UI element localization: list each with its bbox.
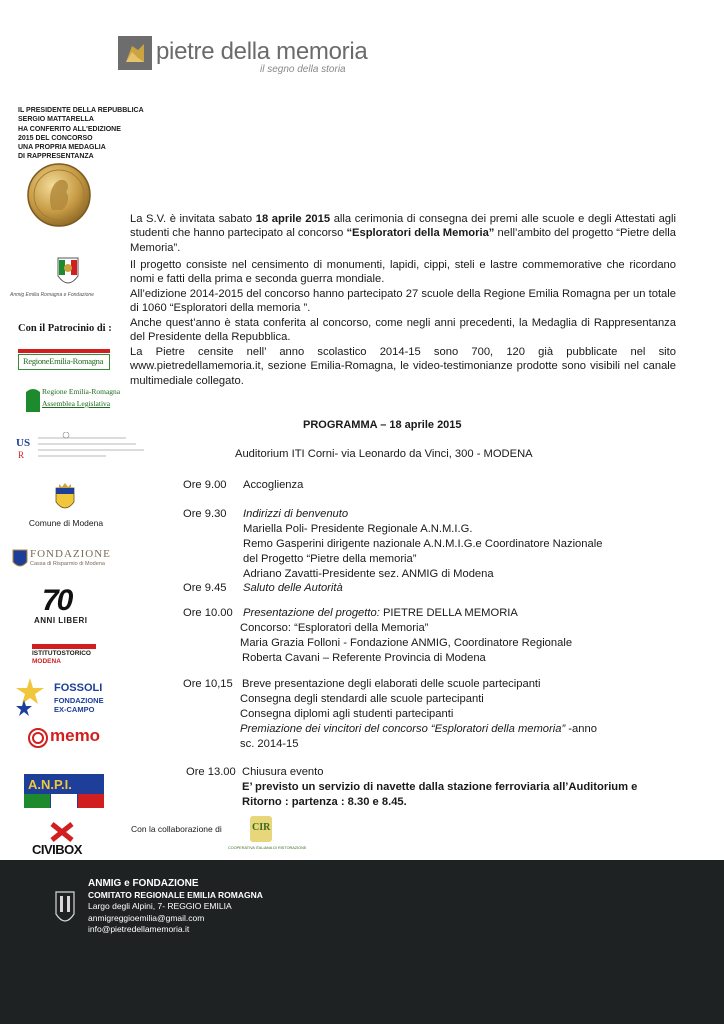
- president-medal-note: [18, 106, 148, 162]
- footer-contact: [88, 878, 263, 936]
- cir-logo: [228, 816, 307, 854]
- anmig-footer-emblem-icon: [54, 888, 76, 928]
- cir-text: CIR: [252, 822, 271, 833]
- event-5-rest: -anno: [565, 723, 597, 735]
- invitation-paragraph: [130, 212, 676, 255]
- time-3: Ore 9.45: [183, 582, 227, 594]
- footer-address: Largo degli Alpini, 7- REGGIO EMILIA: [88, 901, 232, 911]
- logo-rer-text: RegioneEmilia-Romagna: [23, 356, 104, 366]
- civibox-text: CIVIBOX: [32, 842, 82, 857]
- anmig-caption: Anmig Emilia Romagna e Fondazione: [10, 292, 94, 298]
- logo-70-text: ANNI LIBERI: [34, 616, 88, 625]
- brand-name: pietre della memoria: [156, 38, 368, 65]
- event-1: Accoglienza: [243, 479, 304, 491]
- event-5-line-4: sc. 2014-15: [240, 738, 299, 750]
- time-1: Ore 9.00: [183, 479, 227, 491]
- project-paragraph: Il progetto consiste nel censimento di monumenti, lapidi, cippi, steli e lastre commemorative che ricordano nomi e fatti della prima e seconda guerra mondiale.: [130, 259, 676, 286]
- programme-title: PROGRAMMA – 18 aprile 2015: [303, 419, 462, 431]
- event-2-line-2: Remo Gasperini dirigente nazionale A.N.M.I.G.e Coordinatore Nazionale: [243, 538, 603, 550]
- event-5: Breve presentazione degli elaborati delle scuole partecipanti: [242, 678, 541, 690]
- event-4-italic: Presentazione del progetto:: [243, 607, 380, 619]
- presidential-medal-image: [26, 162, 92, 228]
- civibox-logo: [30, 822, 96, 864]
- event-2-line-3: del Progetto “Pietre della memoria”: [243, 553, 417, 565]
- collaboration-label: Con la collaborazione di: [131, 824, 222, 834]
- pietre-logo-icon: [118, 36, 152, 70]
- stones-paragraph: La Pietre censite nell’ anno scolastico 2014-15 sono 700, 120 già pubblicate nel sito www.pietredellamemoria.it, sezione Emilia-Romagna, le video-testimonianze prodotte sono visibili nel canale multimediale collegato.: [130, 346, 676, 387]
- event-4: [243, 606, 518, 621]
- memo-logo: [28, 726, 102, 750]
- fondazione-crest-icon: [12, 548, 28, 570]
- edition-paragraph: All’edizione 2014-2015 del concorso hanno partecipato 27 scuole della Regione Emilia Romagna per un totale di 1060 “Esploratori della memoria ”.: [130, 288, 676, 315]
- shuttle-note-line-1: E’ previsto un servizio di navette dalla stazione ferroviaria all’Auditorium e: [242, 781, 638, 793]
- event-4-line-1: Concorso: “Esploratori della Memoria”: [240, 622, 429, 634]
- cir-caption: COOPERATIVA ITALIANA DI RISTORAZIONE: [228, 846, 307, 850]
- event-5-line-2: Consegna diplomi agli studenti partecipanti: [240, 708, 454, 720]
- fossoli-line-2: FONDAZIONE: [54, 696, 104, 705]
- footer-org: ANMIG e FONDAZIONE: [88, 878, 199, 889]
- p1-contest: “Esploratori della Memoria”: [346, 227, 495, 240]
- svg-text:US: US: [16, 437, 31, 449]
- assemblea-line-1: Regione Emilia-Romagna: [42, 387, 121, 396]
- time-4: Ore 10.00: [183, 607, 233, 619]
- anpi-logo: [24, 774, 104, 808]
- istituto-line-1: ISTITUTOSTORICO: [32, 650, 91, 657]
- civibox-ribbon-icon: [50, 822, 74, 842]
- medal-paragraph: Anche quest’anno è stata conferita al concorso, come negli anni precedenti, la Medaglia di Rappresentanza del Presidente della Repubblica.: [130, 317, 676, 344]
- shuttle-note-line-2: Ritorno : partenza : 8.30 e 8.45.: [242, 796, 407, 808]
- programme-venue: Auditorium ITI Corni- via Leonardo da Vinci, 300 - MODENA: [235, 448, 533, 460]
- svg-text:R: R: [18, 450, 25, 460]
- event-6: Chiusura evento: [242, 766, 324, 778]
- 70-anni-liberi-logo: [34, 584, 94, 626]
- time-5: Ore 10,15: [183, 678, 233, 690]
- modena-label: Comune di Modena: [28, 518, 104, 528]
- memo-spiral-icon: [28, 728, 48, 748]
- p1-post: nell’ambito del progetto “Pietre della Memoria”.: [130, 227, 676, 254]
- modena-crest-icon: [54, 482, 76, 514]
- ufficio-scolastico-logo: [16, 432, 146, 462]
- assemblea-legislativa-logo: [26, 386, 121, 412]
- note-line: HA CONFERITO ALL'EDIZIONE: [18, 125, 121, 133]
- note-line: DI RAPPRESENTANZA: [18, 153, 94, 161]
- istituto-line-2: MODENA: [32, 658, 61, 665]
- event-5-line-3: [240, 722, 597, 737]
- assemblea-line-2: Assemblea Legislativa: [42, 399, 111, 408]
- fossoli-stars-icon: [14, 678, 46, 718]
- regione-emilia-romagna-logo: [18, 354, 110, 370]
- footer-email-1[interactable]: anmigreggioemilia@gmail.com: [88, 912, 205, 923]
- anmig-emblem-icon: [44, 256, 92, 292]
- brand-logo: [118, 36, 368, 78]
- fondazione-title: FONDAZIONE: [30, 548, 111, 560]
- note-line: 2015 DEL CONCORSO: [18, 134, 93, 142]
- fossoli-line-3: EX-CAMPO: [54, 705, 95, 714]
- p1-date: 18 aprile 2015: [255, 213, 331, 225]
- note-line: UNA PROPRIA MEDAGLIA: [18, 144, 106, 152]
- p1-pre: La S.V. è invitata sabato: [130, 213, 256, 225]
- event-2-line-1: Mariella Poli- Presidente Regionale A.N.M.I.G.: [243, 523, 473, 535]
- event-3: Saluto delle Autorità: [243, 582, 343, 594]
- assemblea-mark-icon: [26, 386, 40, 412]
- fondazione-fossoli-logo: [14, 678, 114, 718]
- time-6: Ore 13.00: [186, 766, 236, 778]
- logo-70-number: 70: [42, 584, 72, 617]
- event-5-line-1: Consegna degli stendardi alle scuole partecipanti: [240, 693, 484, 705]
- event-4-line-3: Roberta Cavani – Referente Provincia di Modena: [242, 652, 486, 664]
- time-2: Ore 9.30: [183, 508, 227, 520]
- memo-text: memo: [50, 726, 101, 745]
- footer-email-2[interactable]: info@pietredellamemoria.it: [88, 924, 190, 934]
- footer-committee: COMITATO REGIONALE EMILIA ROMAGNA: [88, 889, 263, 900]
- anpi-text: A.N.P.I.: [28, 777, 72, 792]
- note-line: IL PRESIDENTE DELLA REPUBBLICA: [18, 107, 144, 114]
- istituto-storico-modena-logo: [32, 644, 96, 666]
- fossoli-line-1: FOSSOLI: [54, 682, 103, 694]
- p1-mid: alla cerimonia di consegna dei premi alle scuole e degli Attestati agli studenti che hanno partecipato al concorso: [130, 213, 677, 240]
- note-line: SERGIO MATTARELLA: [18, 116, 94, 124]
- brand-tagline: il segno della storia: [260, 64, 346, 75]
- event-2-line-4: Adriano Zavatti-Presidente sez. ANMIG di Modena: [243, 568, 494, 580]
- patronage-label: Con il Patrocinio di :: [18, 323, 112, 334]
- event-2: Indirizzi di benvenuto: [243, 508, 349, 520]
- event-5-italic: Premiazione dei vincitori del concorso “Esploratori della memoria”: [240, 723, 566, 735]
- fondazione-cassa-risparmio-logo: [12, 548, 122, 572]
- event-4-rest: PIETRE DELLA MEMORIA: [379, 607, 518, 619]
- fondazione-subtitle: Cassa di Risparmio di Modena: [30, 561, 105, 567]
- comune-di-modena-logo: [26, 482, 106, 532]
- event-4-line-2: Maria Grazia Folloni - Fondazione ANMIG, Coordinatore Regionale: [240, 637, 573, 649]
